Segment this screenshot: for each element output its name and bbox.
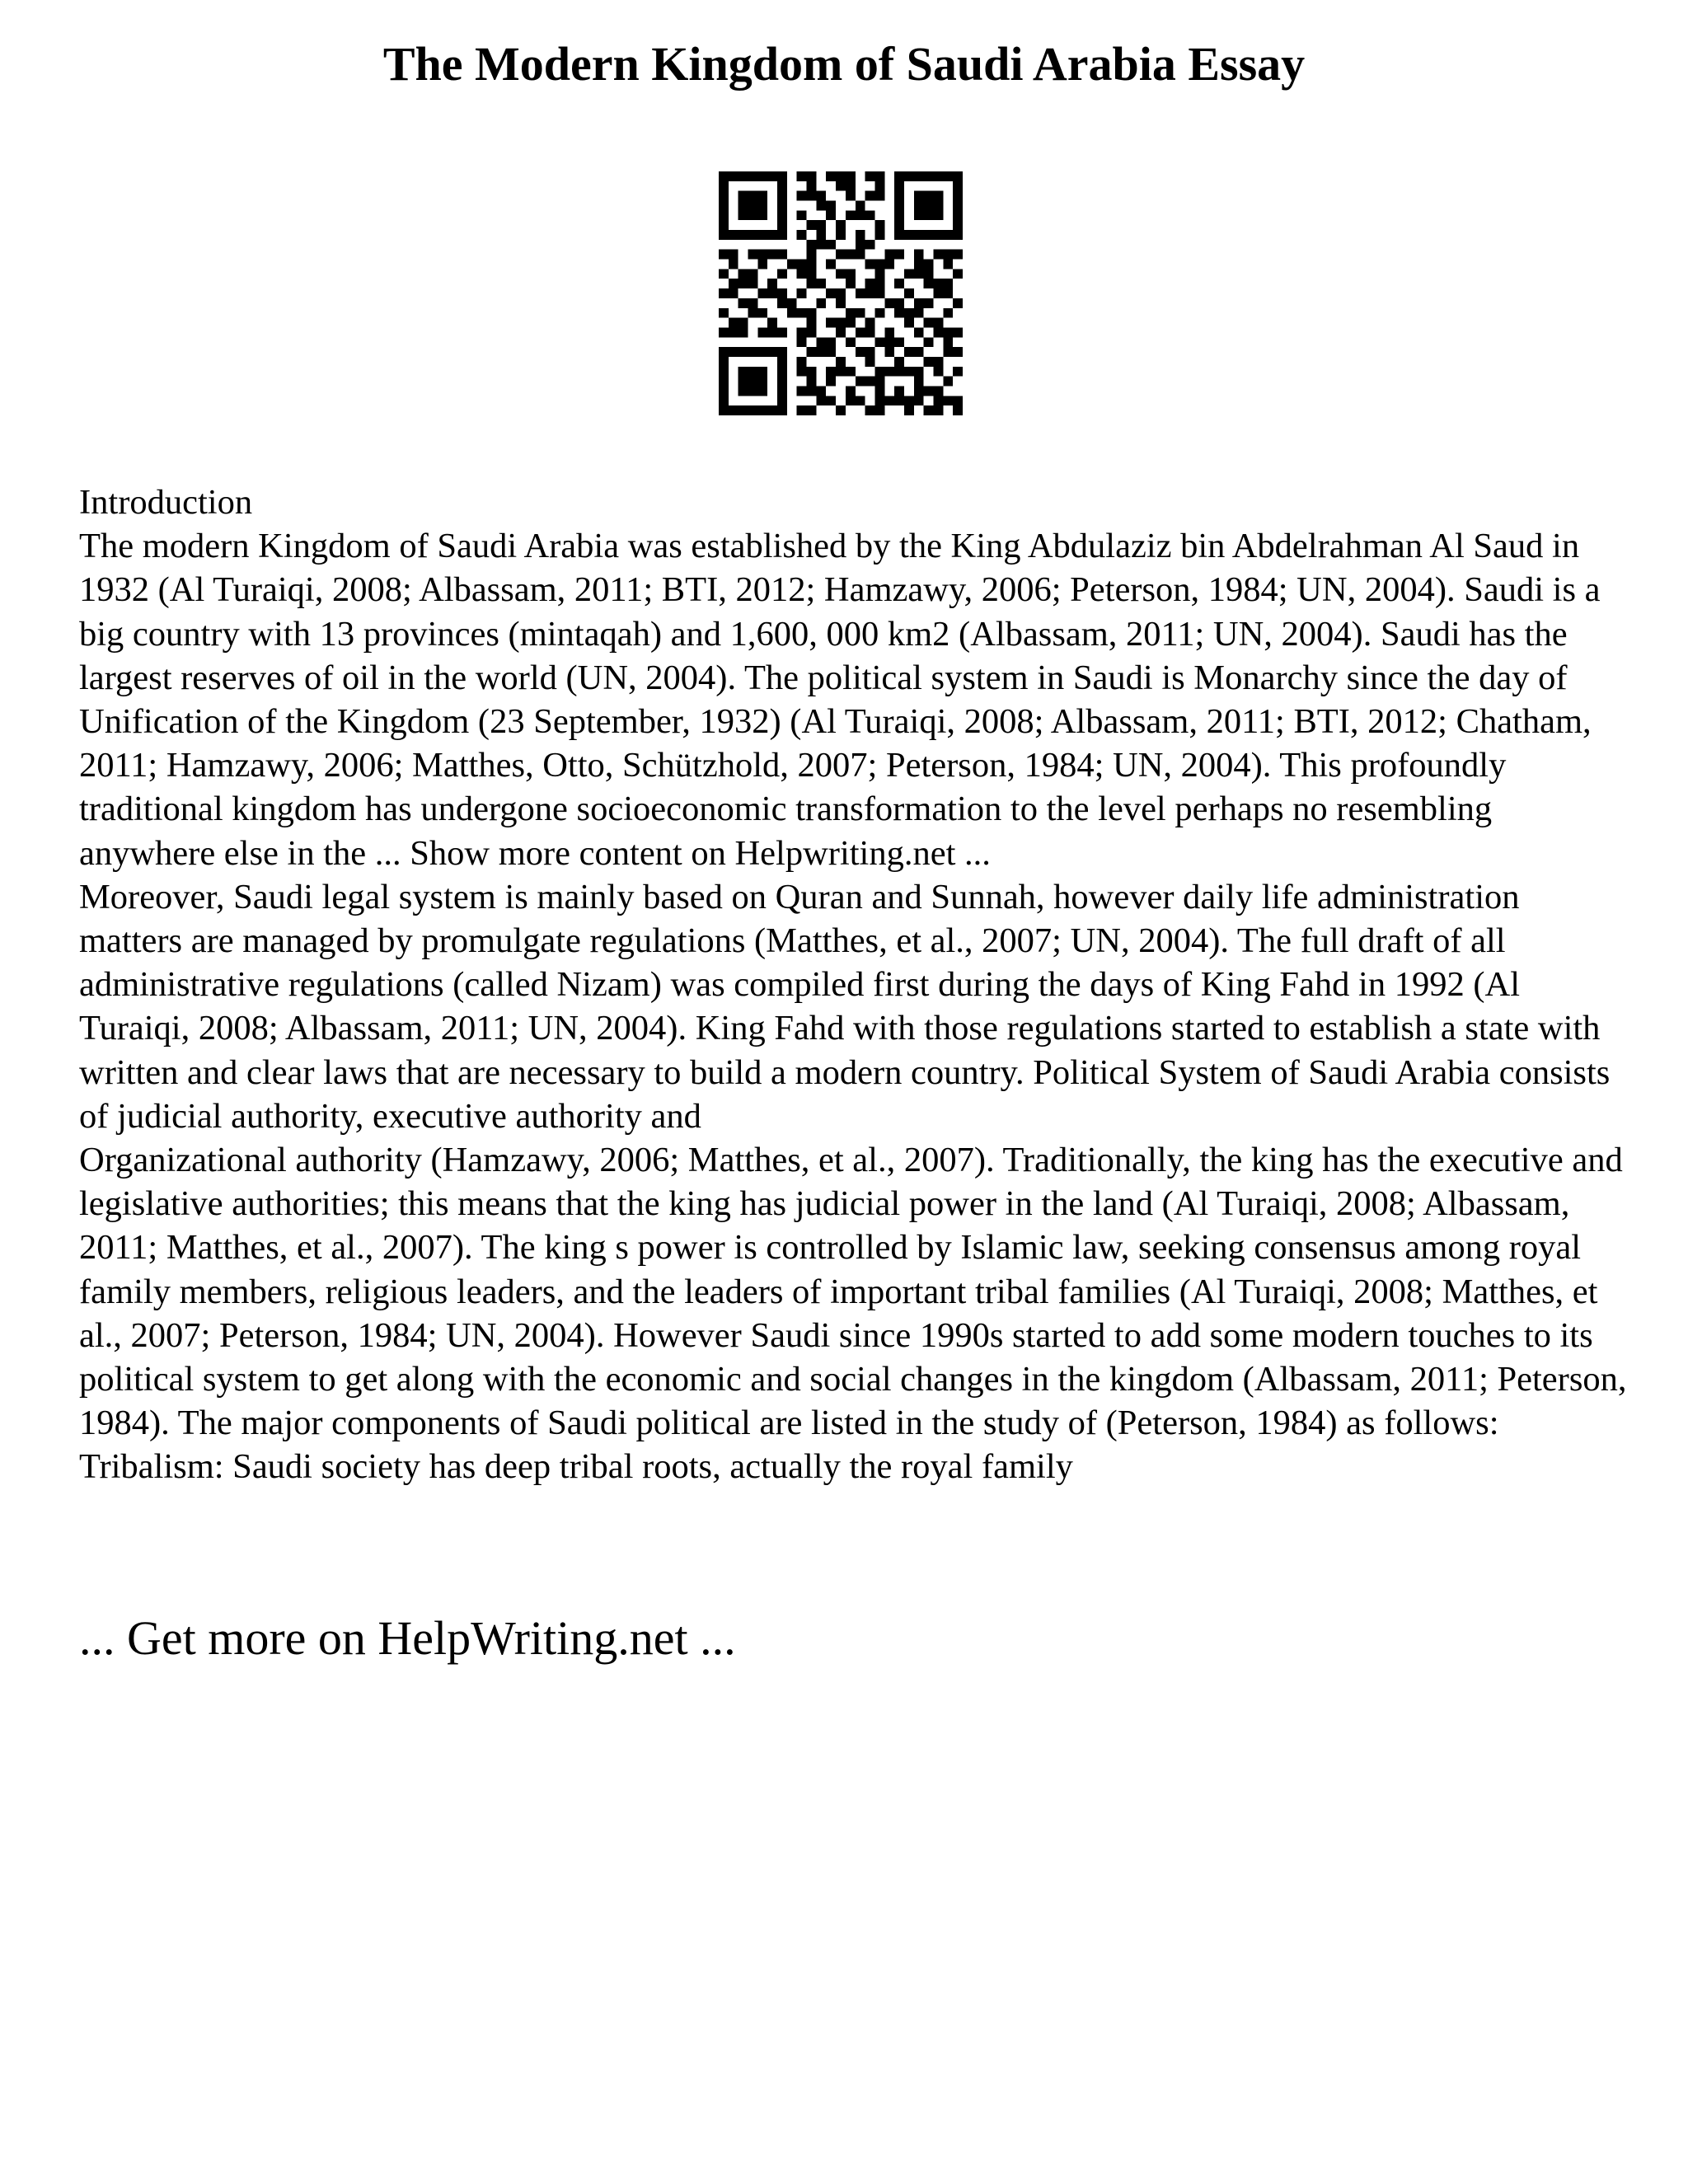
get-more-link[interactable]: ... Get more on HelpWriting.net ... <box>79 1611 736 1665</box>
page-title: The Modern Kingdom of Saudi Arabia Essay <box>382 37 1306 91</box>
qr-code-icon <box>719 171 963 415</box>
essay-paragraph: Organizational authority (Hamzawy, 2006; Matthes, et al., 2007). Traditionally, the king has the executive and legislative authorities; this means that the king has judicial power in the land (Al Turaiqi, 2008; Albassam, 2011; Matthes, et al., 2007). The king s power is controlled by Islamic law, seeking consensus among royal family members, religious leaders, and the leaders of important tribal families (Al Turaiqi, 2008; Matthes, et al., 2007; Peterson, 1984; UN, 2004). However Saudi since 1990s started to add some modern touches to its political system to get along with the economic and social changes in the kingdom (Albassam, 2011; Peterson, 1984). The major components of Saudi political are listed in the study of (Peterson, 1984) as follows: <box>79 1141 1627 1443</box>
essay-body <box>79 480 1629 1489</box>
essay-paragraph: Moreover, Saudi legal system is mainly based on Quran and Sunnah, however daily life administration matters are managed by promulgate regulations (Matthes, et al., 2007; UN, 2004). The full draft of all administrative regulations (called Nizam) was compiled first during the days of King Fahd in 1992 (Al Turaiqi, 2008; Albassam, 2011; UN, 2004). King Fahd with those regulations started to establish a state with written and clear laws that are necessary to build a modern country. Political System of Saudi Arabia consists of judicial authority, executive authority and <box>79 877 1611 1136</box>
qr-code-graphic <box>719 171 963 415</box>
essay-paragraph: Tribalism: Saudi society has deep tribal roots, actually the royal family <box>79 1447 1073 1487</box>
section-heading-introduction: Introduction <box>79 483 253 522</box>
essay-paragraph: The modern Kingdom of Saudi Arabia was established by the King Abdulaziz bin Abdelrahman Al Saud in 1932 (Al Turaiqi, 2008; Albassam, 2011; BTI, 2012; Hamzawy, 2006; Peterson, 1984; UN, 2004). Saudi is a big country with 13 provinces (mintaqah) and 1,600, 000 km2 (Albassam, 2011; UN, 2004). Saudi has the largest reserves of oil in the world (UN, 2004). The political system in Saudi is Monarchy since the day of Unification of the Kingdom (23 September, 1932) (Al Turaiqi, 2008; Albassam, 2011; BTI, 2012; Chatham, 2011; Hamzawy, 2006; Matthes, Otto, Schützhold, 2007; Peterson, 1984; UN, 2004). This profoundly traditional kingdom has undergone socioeconomic transformation to the level perhaps no resembling anywhere else in the ... Show more content on Helpwriting.net ... <box>79 527 1601 873</box>
